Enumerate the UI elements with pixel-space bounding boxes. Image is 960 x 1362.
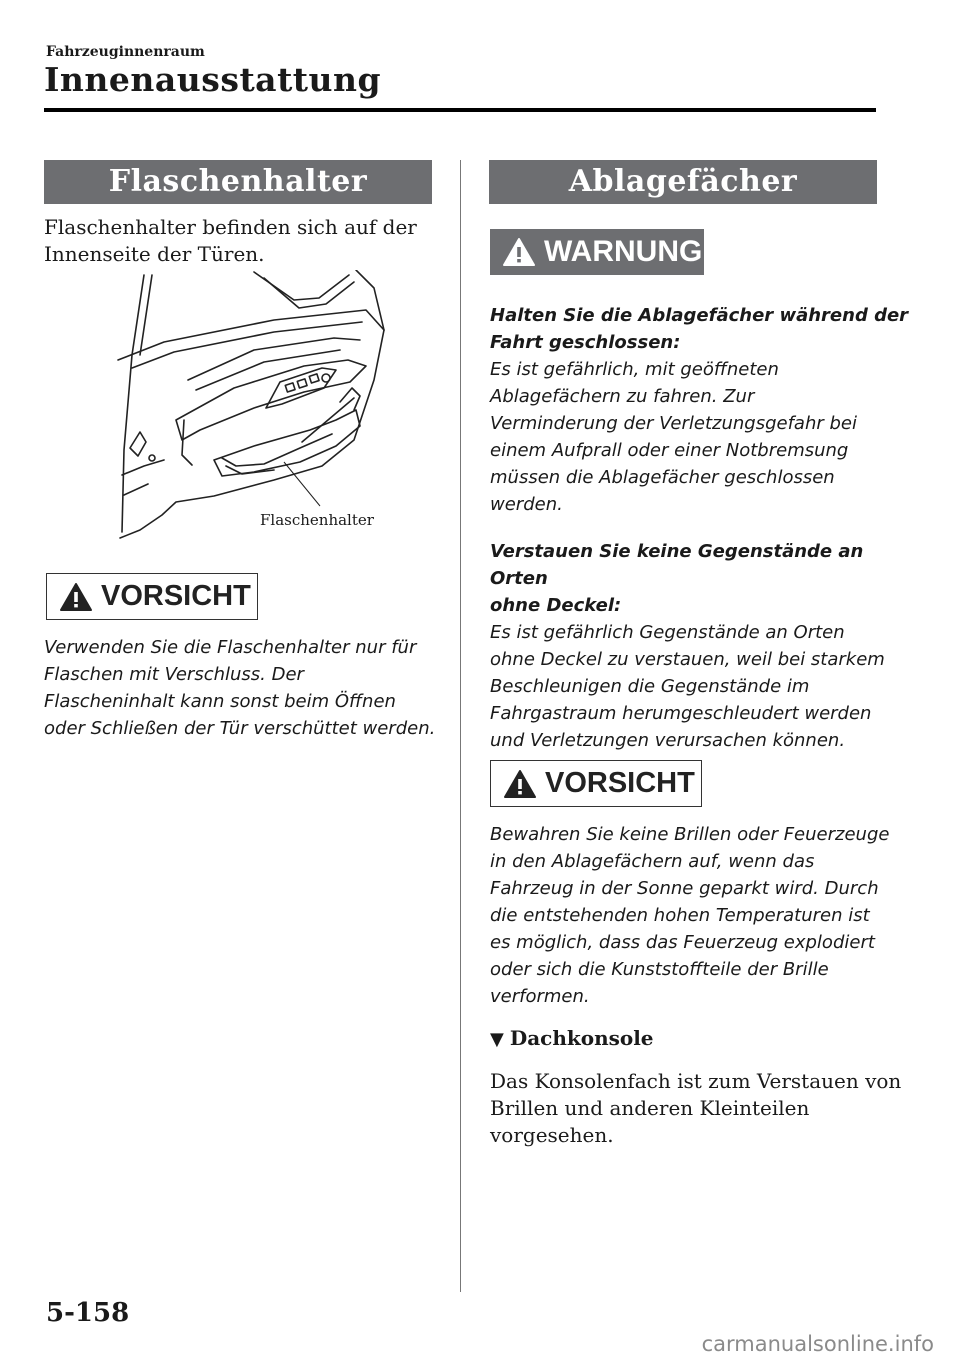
header-rule: [44, 108, 876, 112]
warning-text: [490, 302, 910, 754]
warning-body-line: Fahrgastraum herumgeschleudert werden: [490, 703, 872, 724]
warning-body-line: werden.: [490, 494, 563, 515]
warning-body-line: müssen die Ablagefächer geschlossen: [490, 467, 835, 488]
caution-line: Flaschen mit Verschluss. Der: [44, 664, 304, 685]
page-number: 5-158: [46, 1298, 130, 1328]
console-line: Brillen und anderen Kleinteilen: [490, 1096, 810, 1120]
triangle-down-icon: ▼: [490, 1029, 504, 1050]
caution-label: VORSICHT: [101, 580, 251, 612]
banner-ablagefaecher: Ablagefächer: [489, 160, 877, 204]
caution-line: in den Ablagefächern auf, wenn das: [490, 851, 815, 872]
warning-label: WARNUNG: [544, 235, 703, 268]
warning-triangle-icon: [502, 237, 536, 267]
watermark: carmanualsonline.info: [701, 1332, 934, 1356]
warning-body-line: Es ist gefährlich, mit geöffneten: [490, 359, 779, 380]
caution-line: oder sich die Kunststoffteile der Brille: [490, 959, 829, 980]
warning-title-line: Fahrt geschlossen:: [490, 332, 681, 353]
caution-line: Flascheninhalt kann sonst beim Öffnen: [44, 691, 396, 712]
console-line: vorgesehen.: [490, 1123, 614, 1147]
column-divider: [460, 160, 461, 1292]
intro-text: [44, 214, 444, 268]
caution-line: Verwenden Sie die Flaschenhalter nur für: [44, 637, 417, 658]
warning-triangle-icon: [503, 769, 537, 799]
subheading-text: Dachkonsole: [509, 1026, 654, 1050]
warning-title-line: Halten Sie die Ablagefächer während der: [490, 305, 909, 326]
caution-line: Fahrzeug in der Sonne geparkt wird. Durch: [490, 878, 879, 899]
console-line: Das Konsolenfach ist zum Verstauen von: [490, 1069, 902, 1093]
intro-line: Innenseite der Türen.: [44, 242, 265, 266]
caution-notice: [46, 573, 258, 620]
banner-flaschenhalter: Flaschenhalter: [44, 160, 432, 204]
caution-line: die entstehenden hohen Temperaturen ist: [490, 905, 870, 926]
warning-body-line: Verminderung der Verletzungsgefahr bei: [490, 413, 857, 434]
caution-line: oder Schließen der Tür verschüttet werden.: [44, 718, 436, 739]
warning-body-line: Ablagefächern zu fahren. Zur: [490, 386, 755, 407]
caution-line: es möglich, dass das Feuerzeug explodiert: [490, 932, 875, 953]
subheading-dachkonsole: [490, 1026, 654, 1050]
warning-body-line: Beschleunigen die Gegenstände im: [490, 676, 810, 697]
warning-title-line: ohne Deckel:: [490, 595, 622, 616]
warning-body-line: einem Aufprall oder einer Notbremsung: [490, 440, 849, 461]
caution-text: [490, 821, 910, 1010]
warning-body-line: Es ist gefährlich Gegenstände an Orten: [490, 622, 845, 643]
caution-label: VORSICHT: [545, 767, 695, 799]
door-illustration: [104, 270, 394, 552]
caution-line: Bewahren Sie keine Brillen oder Feuerzeuge: [490, 824, 890, 845]
warning-body-line: und Verletzungen verursachen können.: [490, 730, 846, 751]
caution-notice: [490, 760, 702, 807]
figure-callout: Flaschenhalter: [260, 511, 374, 529]
console-text: [490, 1068, 910, 1149]
warning-notice: [490, 229, 704, 275]
chapter-title: Innenausstattung: [44, 60, 382, 99]
section-label: Fahrzeuginnenraum: [46, 44, 205, 60]
caution-text: [44, 634, 454, 742]
warning-triangle-icon: [59, 582, 93, 612]
intro-line: Flaschenhalter befinden sich auf der: [44, 215, 417, 239]
warning-title-line: Verstauen Sie keine Gegenstände an Orten: [490, 541, 864, 589]
warning-body-line: ohne Deckel zu verstauen, weil bei starkem: [490, 649, 885, 670]
caution-line: verformen.: [490, 986, 590, 1007]
